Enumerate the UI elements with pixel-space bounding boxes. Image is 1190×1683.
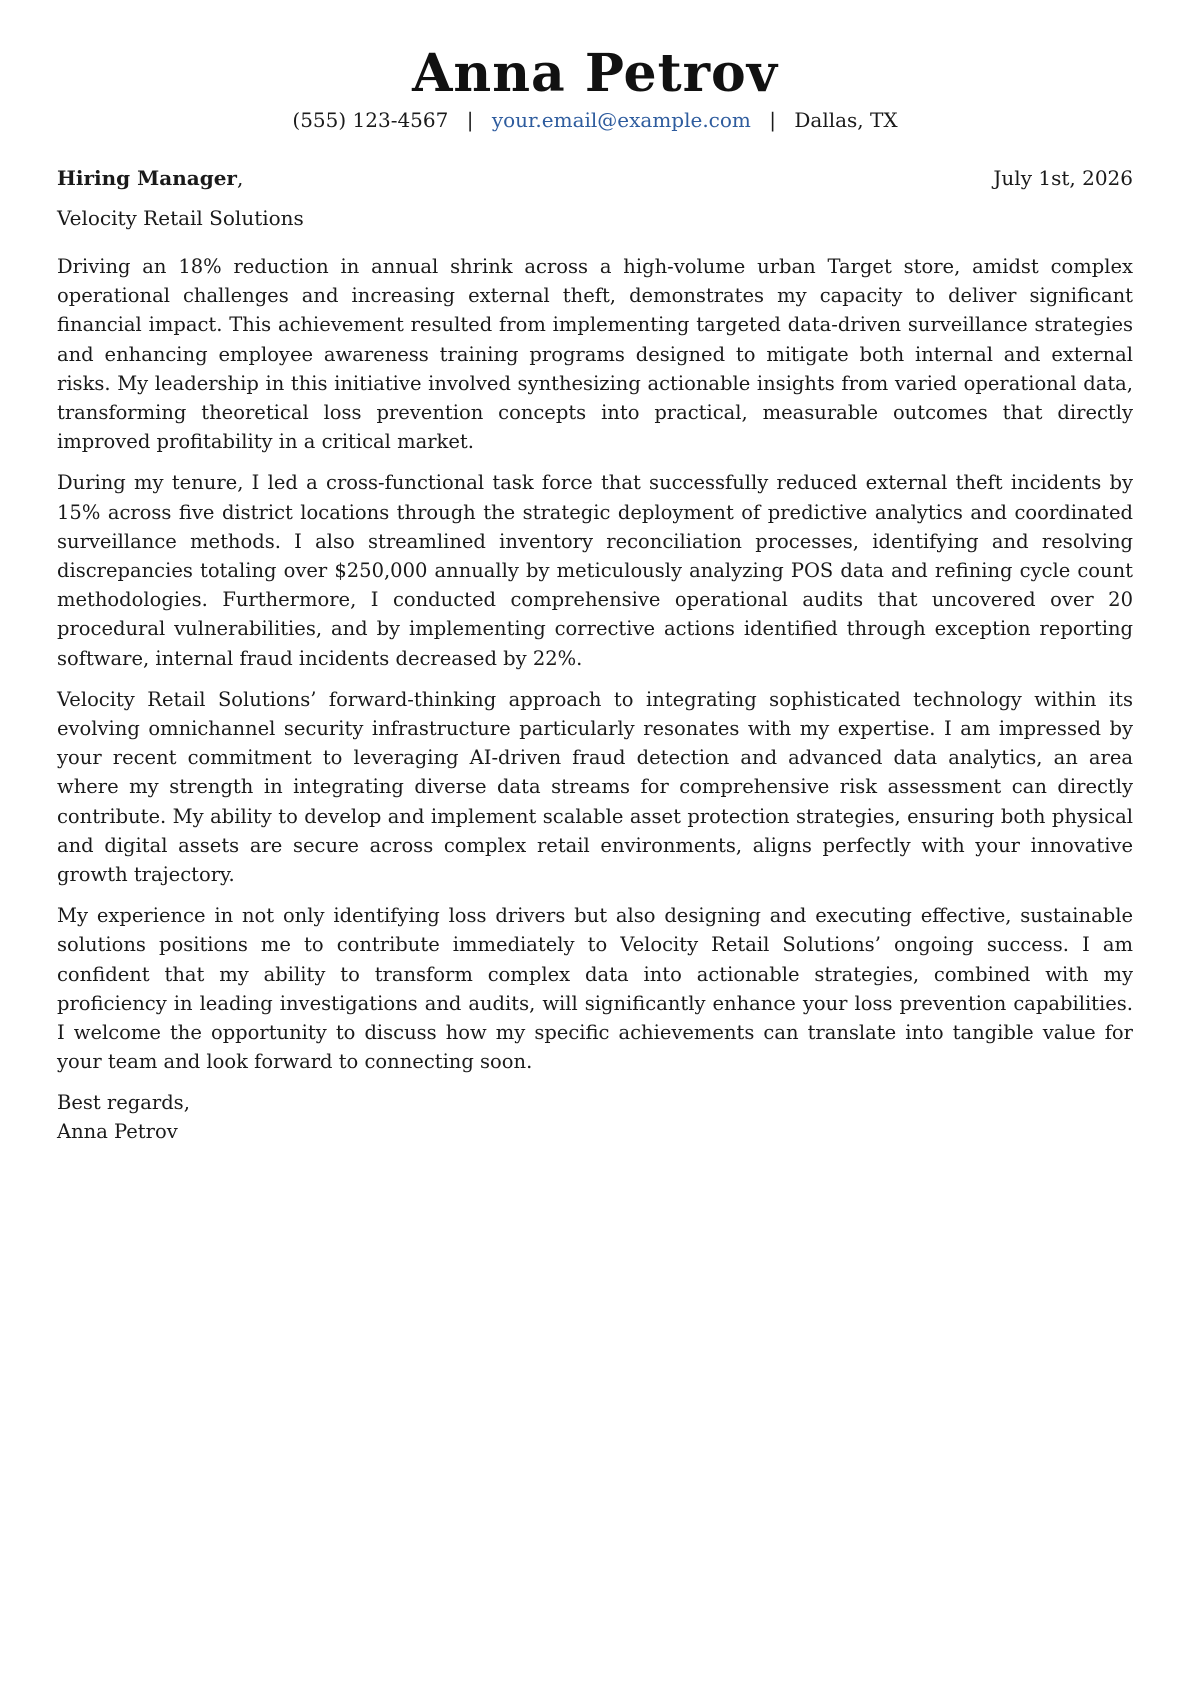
separator: | xyxy=(466,108,474,132)
letter-closing xyxy=(57,1088,1133,1146)
recipient-date-row xyxy=(57,164,1133,192)
body-paragraph: Driving an 18% reduction in annual shrink across a high-volume urban Target store, amidst complex operational challenges and increasing external theft, demonstrates my capacity to deliver significant financial impact. This achievement resulted from implementing targeted data-driven surveillance strategies and enhancing employee awareness training programs designed to mitigate both internal and external risks. My leadership in this initiative involved synthesizing actionable insights from varied operational data, transforming theoretical loss prevention concepts into practical, measurable outcomes that directly improved profitability in a critical market. xyxy=(57,255,1133,454)
recipient-line xyxy=(57,164,243,192)
phone-number: (555) 123-4567 xyxy=(292,108,449,132)
email-link[interactable]: your.email@example.com xyxy=(491,108,751,132)
location: Dallas, TX xyxy=(794,108,898,132)
signature-name: Anna Petrov xyxy=(57,1120,178,1144)
body-paragraph: My experience in not only identifying loss drivers but also designing and executing effective, sustainable solutions positions me to contribute immediately to Velocity Retail Solutions’ ongoing success. I am confident that my ability to transform complex data into actionable strategies, combined with my proficiency in leading investigations and audits, will significantly enhance your loss prevention capabilities. I welcome the opportunity to discuss how my specific achievements can translate into tangible value for your team and look forward to connecting soon. xyxy=(57,904,1133,1074)
body-paragraph: Velocity Retail Solutions’ forward-thinking approach to integrating sophisticated technology within its evolving omnichannel security infrastructure particularly resonates with my expertise. I am impressed by your recent commitment to leveraging AI-driven fraud detection and advanced data analytics, an area where my strength in integrating diverse data streams for comprehensive risk assessment can directly contribute. My ability to develop and implement scalable asset protection strategies, ensuring both physical and digital assets are secure across complex retail environments, aligns perfectly with your innovative growth trajectory. xyxy=(57,687,1133,887)
letter-date: July 1st, 2026 xyxy=(993,166,1133,190)
recipient-title: Hiring Manager xyxy=(57,166,237,190)
letter-body xyxy=(57,252,1133,1076)
contact-line xyxy=(57,106,1133,134)
closing-salutation: Best regards, xyxy=(57,1091,190,1115)
body-paragraph: During my tenure, I led a cross-functional task force that successfully reduced external theft incidents by 15% across five district locations through the strategic deployment of predictive analytics and coordinated surveillance methods. I also streamlined inventory reconciliation processes, identifying and resolving discrepancies totaling over $250,000 annually by meticulously analyzing POS data and refining cycle count methodologies. Furthermore, I conducted comprehensive operational audits that uncovered over 20 procedural vulnerabilities, and by implementing corrective actions identified through exception reporting software, internal fraud incidents decreased by 22%. xyxy=(57,471,1133,670)
recipient-company: Velocity Retail Solutions xyxy=(57,206,304,230)
recipient-title-suffix: , xyxy=(236,166,244,190)
separator: | xyxy=(769,108,776,132)
applicant-name: Anna Petrov xyxy=(412,43,778,104)
